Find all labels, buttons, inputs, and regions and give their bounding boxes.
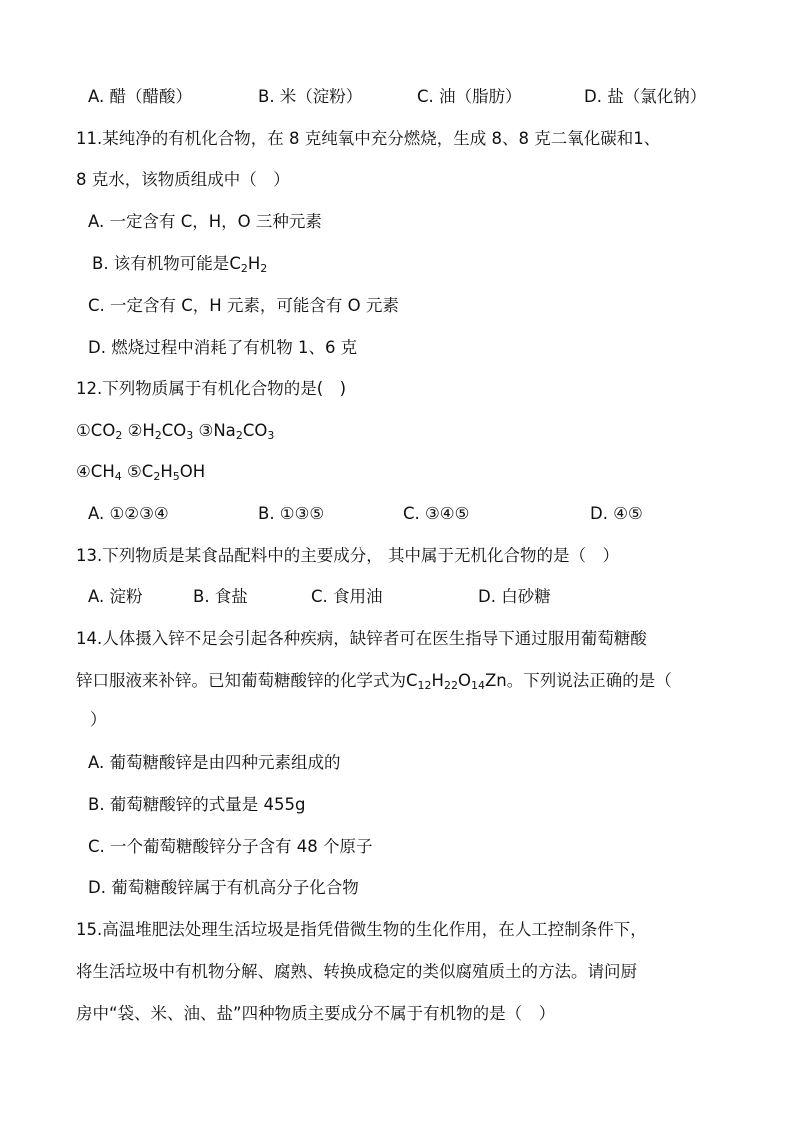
q13-stem: 13.下列物质是某食品配料中的主要成分， 其中属于无机化合物的是（ ） <box>76 546 619 565</box>
q12-stem: 12.下列物质属于有机化合物的是( ) <box>76 379 347 398</box>
q11-stem-line2: 8 克水，该物质组成中（ ） <box>76 170 290 189</box>
q14-stem-line2-text: 锌口服液来补锌。已知葡萄糖酸锌的化学式为 <box>76 671 406 690</box>
q14-stem-line3: ） <box>90 710 107 729</box>
q11-option-b-text: B. 该有机物可能是 <box>92 254 230 273</box>
q12-item-5: $⑤C_2H_5OH$ <box>126 462 206 483</box>
q14-stem-line2-suffix: 。下列说法正确的是（ <box>506 671 672 690</box>
q12-option-a: A. ①②③④ <box>88 504 169 523</box>
q12-option-b: B. ①③⑤ <box>258 504 325 523</box>
q12-items-row2 <box>76 461 205 483</box>
q12-item-1: $①CO_2$ <box>76 421 123 442</box>
q11-option-c: C. 一定含有 C，H 元素，可能含有 O 元素 <box>88 296 399 315</box>
q12-item-2: $②H_2CO_3$ <box>127 421 194 442</box>
q14-stem-line2 <box>76 670 672 692</box>
q14-option-b: B. 葡萄糖酸锌的式量是 455g <box>88 795 306 814</box>
q11-formula: $C_2H_2$ <box>229 254 268 275</box>
q11-stem-line1: 11.某纯净的有机化合物，在 8 克纯氧中充分燃烧，生成 8、8 克二氧化碳和1、 <box>76 129 661 148</box>
q15-line1: 15.高温堆肥法处理生活垃圾是指凭借微生物的生化作用，在人工控制条件下， <box>76 920 647 939</box>
q10-option-a: A. 醋（醋酸） <box>88 87 192 106</box>
q10-option-b: B. 米（淀粉） <box>258 87 363 106</box>
q12-item-4: $④CH_4$ <box>76 462 122 483</box>
q14-stem-line1: 14.人体摄入锌不足会引起各种疾病，缺锌者可在医生指导下通过服用葡萄糖酸 <box>76 629 647 648</box>
q14-option-c: C. 一个葡萄糖酸锌分子含有 48 个原子 <box>88 837 373 856</box>
q11-option-b <box>92 253 267 275</box>
q13-option-d: D. 白砂糖 <box>478 587 551 606</box>
q11-option-d: D. 燃烧过程中消耗了有机物 1、6 克 <box>88 338 358 357</box>
q14-option-a: A. 葡萄糖酸锌是由四种元素组成的 <box>88 753 341 772</box>
q12-items-row1 <box>76 420 274 442</box>
q13-option-a: A. 淀粉 <box>88 587 143 606</box>
q15-line3: 房中“袋、米、油、盐”四种物质主要成分不属于有机物的是（ ） <box>76 1004 556 1023</box>
q15-line2: 将生活垃圾中有机物分解、腐熟、转换成稳定的类似腐殖质土的方法。请问厨 <box>76 962 637 981</box>
q10-option-d: D. 盐（氯化钠） <box>584 87 707 106</box>
q13-option-b: B. 食盐 <box>193 587 248 606</box>
q12-option-c: C. ③④⑤ <box>403 504 470 523</box>
q11-option-a: A. 一定含有 C，H，O 三种元素 <box>88 212 322 231</box>
q12-option-d: D. ④⑤ <box>590 504 643 523</box>
q14-formula: $C_{12}H_{22}O_{14}Zn$ <box>406 671 507 692</box>
q13-option-c: C. 食用油 <box>311 587 383 606</box>
q10-option-c: C. 油（脂肪） <box>417 87 522 106</box>
q14-option-d: D. 葡萄糖酸锌属于有机高分子化合物 <box>88 878 359 897</box>
q12-item-3: $③Na_2CO_3$ <box>198 421 275 442</box>
